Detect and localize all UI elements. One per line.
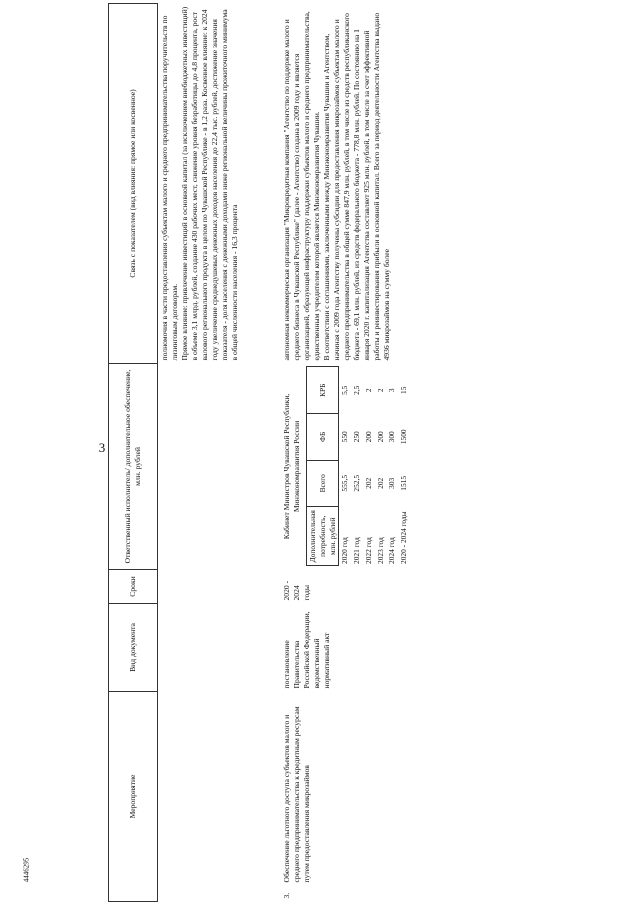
finance-row — [363, 367, 375, 566]
finance-row — [339, 367, 351, 566]
finance-row — [398, 367, 410, 566]
header-responsible: Ответственный исполнитель/ дополнительное обеспечение, млн. рублей — [109, 363, 158, 569]
finance-year: 2021 год — [352, 537, 362, 564]
header-activity: Мероприятие — [109, 691, 158, 901]
finance-total: 202 — [375, 477, 385, 489]
finance-krb: 3 — [387, 388, 397, 393]
row-responsible — [280, 363, 412, 569]
finance-fb: 1500 — [399, 429, 409, 445]
paragraph: Прямое влияние: привлечение инвестиций в основной капитал (за исключением внебюджетных инвестиций) в объеме 3,1 млрд. рублей, создание 430 рабочих мест, снижение уровня безработицы до 4,8 процента, рост валового регионального продукта в целом по Чувашской Республике - в 1,2 раза. Косвенное влияние: к 2024 году увеличение среднедушевых денежных доходов населения до 22,4 тыс. рублей, достижение значения показателя - доля населения с денежными доходами ниже региональной величины прожиточного минимума в общей численности населения - 16,3 процента — [180, 6, 240, 361]
document-code: 4446295 — [22, 857, 30, 883]
row-number: 3. — [282, 892, 291, 899]
finance-fb: 200 — [375, 431, 385, 443]
paragraph: автономная некоммерческая организация "Микрокредитная компания "Агентство по поддержке малого и среднего бизнеса в Чувашской Республике" (далее - Агентство) создана в 2009 году и является организацией, образующей инфраструктуру поддержки субъектов малого и среднего предпринимательства, единственным учредителем которой является Минэкономразвития Чувашии. — [282, 11, 322, 361]
finance-year: 2023 год — [375, 537, 385, 564]
paragraph: полномочия в части предоставления субъектам малого и среднего предпринимательства поручительств по лизинговым договорам. — [160, 15, 180, 361]
finance-total: 303 — [387, 477, 397, 489]
finance-fb: 300 — [387, 431, 397, 443]
measures-table — [108, 3, 412, 902]
finance-fb: 550 — [340, 431, 350, 443]
finance-fb: 200 — [363, 431, 373, 443]
finance-table — [306, 366, 410, 566]
continuation-empty — [158, 363, 281, 901]
finance-total: 252,5 — [352, 474, 362, 492]
finance-row — [375, 367, 387, 566]
finance-header-need: Дополнительная потребность, млн. рублей — [307, 507, 339, 566]
finance-year: 2022 год — [363, 537, 373, 564]
finance-header-krb: КРБ — [307, 367, 339, 414]
finance-fb: 250 — [352, 431, 362, 443]
row-doc-type: постановление Правительства Российской Федерации, ведомственный нормативный акт — [282, 611, 332, 689]
header-link: Связь с показателем (вид влияния: прямое или косвенное) — [109, 3, 158, 363]
responsible-name: Кабинет Министров Чувашской Республики, Минэкономразвития России — [282, 393, 302, 540]
finance-krb: 5,5 — [340, 385, 350, 395]
finance-krb: 2 — [375, 388, 385, 393]
finance-year: 2020 - 2024 годы — [399, 511, 409, 564]
finance-row — [386, 367, 398, 566]
finance-krb: 2 — [363, 388, 373, 393]
table-header-row — [109, 3, 158, 901]
finance-year: 2020 год — [340, 537, 350, 564]
header-term: Сроки — [109, 569, 158, 603]
finance-row — [351, 367, 363, 566]
row-term: 2020 - 2024 годы — [282, 580, 312, 601]
finance-krb: 15 — [399, 386, 409, 394]
rotated-table-container — [108, 4, 628, 902]
finance-total: 555,5 — [340, 474, 350, 492]
row-link — [280, 3, 412, 363]
finance-header-row — [307, 367, 339, 566]
finance-total: 1515 — [399, 475, 409, 491]
finance-header-fb: ФБ — [307, 414, 339, 461]
finance-krb: 2,5 — [352, 385, 362, 395]
finance-year: 2024 год — [387, 537, 397, 564]
row-activity: Обеспечение льготного доступа субъектов малого и среднего предпринимательства к кредитным ресурсам путем предоставления микрозаймов — [282, 706, 312, 883]
page-number: 3 — [98, 440, 106, 455]
header-doc-type: Вид документа — [109, 603, 158, 691]
table-row — [280, 3, 412, 901]
continuation-text — [158, 3, 281, 363]
finance-header-total: Всего — [307, 460, 339, 507]
continuation-row — [158, 3, 281, 901]
finance-total: 202 — [363, 477, 373, 489]
paragraph: В соответствии с соглашениями, заключенными между Минэкономразвития Чувашии и Агентством, начиная с 2009 года Агентству получены субсидии для предоставления микрозаймов субъектам малого и среднего предпринимательства в общей сумме 847,9 млн. рублей, в том числе из средств республиканского бюджета - 69,1 млн. рублей, из средств федерального бюджета - 778,8 млн. рублей. По состоянию на 1 января 2020 г. капитализация Агентства составляет 925 млн. рублей, в том числе за счет эффективной работы и реинвестирования прибыли в основной капитал. Всего за период деятельности Агентства выдано 4936 микрозаймов на сумму более — [322, 12, 392, 361]
